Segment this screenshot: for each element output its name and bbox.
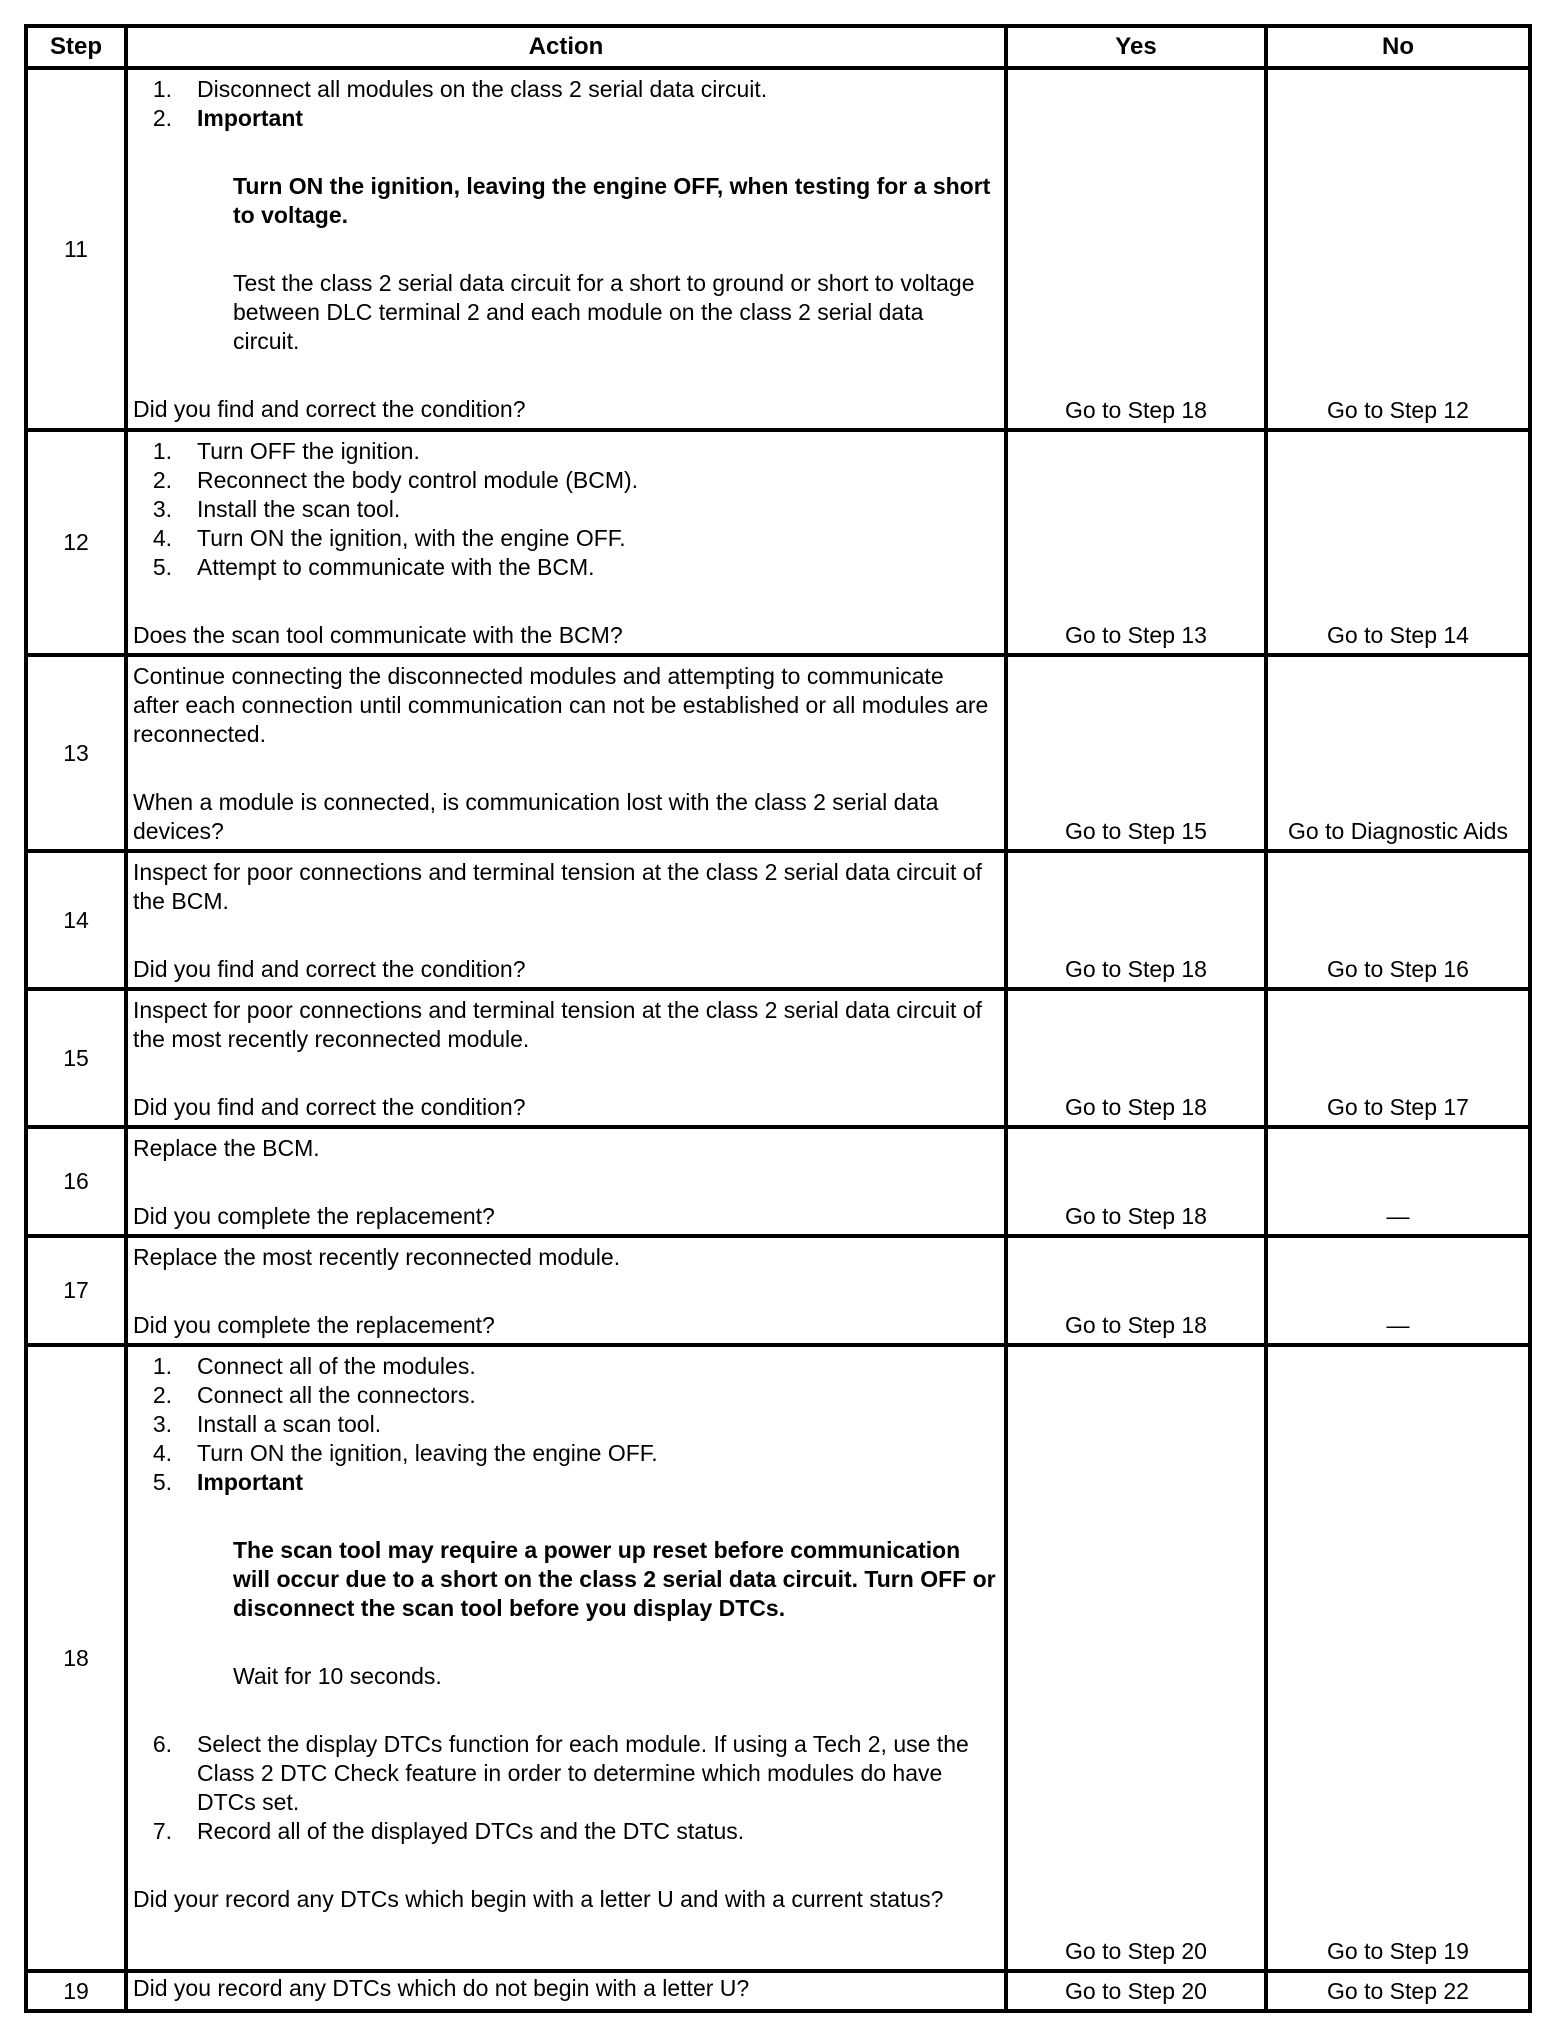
step-number: 15 <box>26 989 126 1127</box>
list-item: 1. Turn OFF the ignition. <box>152 438 420 464</box>
step-number: 13 <box>26 655 126 851</box>
header-yes: Yes <box>1006 26 1266 68</box>
no-result: Go to Step 14 <box>1266 430 1530 655</box>
action-cell <box>126 68 1006 430</box>
list-item: 5. Attempt to communicate with the BCM. <box>152 554 595 580</box>
step-number: 16 <box>26 1127 126 1236</box>
step-question: When a module is connected, is communication lost with the class 2 serial data devices? <box>133 789 939 844</box>
step-number: 14 <box>26 851 126 989</box>
important-label: Important <box>197 105 304 131</box>
list-item: 1. Connect all of the modules. <box>152 1353 476 1379</box>
table-row <box>26 989 1530 1127</box>
list-item: 3. Install a scan tool. <box>152 1411 382 1437</box>
action-cell <box>126 430 1006 655</box>
important-label: Important <box>197 1469 304 1495</box>
step-number: 19 <box>26 1971 126 2011</box>
diagnostic-steps-table <box>24 24 1532 2013</box>
table-row <box>26 655 1530 851</box>
no-result: Go to Step 19 <box>1266 1345 1530 1971</box>
no-result: Go to Step 16 <box>1266 851 1530 989</box>
step-number: 18 <box>26 1345 126 1971</box>
yes-result: Go to Step 18 <box>1006 68 1266 430</box>
step-question: Did you complete the replacement? <box>133 1312 495 1338</box>
list-item: 5. Important <box>133 1468 996 1497</box>
list-item: 2. Important <box>133 104 996 133</box>
diagnostic-table-page <box>24 24 1528 2013</box>
no-result: Go to Step 17 <box>1266 989 1530 1127</box>
table-row <box>26 1345 1530 1971</box>
step-question: Did you find and correct the condition? <box>133 396 526 422</box>
list-item: 4. Turn ON the ignition, with the engine OFF. <box>152 525 626 551</box>
step-instruction: Inspect for poor connections and terminal tension at the class 2 serial data circuit of the BCM. <box>133 859 982 914</box>
yes-result: Go to Step 18 <box>1006 989 1266 1127</box>
action-cell <box>126 1345 1006 1971</box>
list-item: 2. Connect all the connectors. <box>152 1382 476 1408</box>
action-cell <box>126 1127 1006 1236</box>
step-question: Did you complete the replacement? <box>133 1203 495 1229</box>
table-row <box>26 1971 1530 2011</box>
no-result: Go to Diagnostic Aids <box>1266 655 1530 851</box>
step-instruction: Replace the most recently reconnected module. <box>133 1244 621 1270</box>
action-cell <box>126 1971 1006 2011</box>
important-note: Turn ON the ignition, leaving the engine OFF, when testing for a short to voltage. <box>233 173 991 228</box>
step-detail: Wait for 10 seconds. <box>233 1663 442 1689</box>
step-question: Did your record any DTCs which begin with a letter U and with a current status? <box>133 1886 944 1912</box>
yes-result: Go to Step 18 <box>1006 1127 1266 1236</box>
step-instruction: Continue connecting the disconnected modules and attempting to communicate after each connection until communication can not be established or all modules are reconnected. <box>133 663 989 747</box>
action-cell <box>126 851 1006 989</box>
step-number: 11 <box>26 68 126 430</box>
table-row <box>26 851 1530 989</box>
header-step: Step <box>26 26 126 68</box>
yes-result: Go to Step 13 <box>1006 430 1266 655</box>
step-detail: Test the class 2 serial data circuit for a short to ground or short to voltage between DLC terminal 2 and each module on the class 2 serial data circuit. <box>233 270 975 354</box>
yes-result: Go to Step 18 <box>1006 1236 1266 1345</box>
list-item: 6. Select the display DTCs function for each module. If using a Tech 2, use the Class 2 DTC Check feature in order to determine which modules do have DTCs set. <box>152 1731 969 1815</box>
step-question: Did you find and correct the condition? <box>133 956 526 982</box>
header-row <box>26 26 1530 68</box>
yes-result: Go to Step 20 <box>1006 1345 1266 1971</box>
header-no: No <box>1266 26 1530 68</box>
action-cell <box>126 655 1006 851</box>
list-item: 3. Install the scan tool. <box>152 496 401 522</box>
step-number: 12 <box>26 430 126 655</box>
list-item: 4. Turn ON the ignition, leaving the engine OFF. <box>152 1440 658 1466</box>
no-result: Go to Step 22 <box>1266 1971 1530 2011</box>
step-instruction: Inspect for poor connections and terminal tension at the class 2 serial data circuit of the most recently reconnected module. <box>133 997 982 1052</box>
step-number: 17 <box>26 1236 126 1345</box>
step-question: Did you find and correct the condition? <box>133 1094 526 1120</box>
yes-result: Go to Step 18 <box>1006 851 1266 989</box>
list-item: 1. Disconnect all modules on the class 2 serial data circuit. <box>152 76 768 102</box>
list-item: 2. Reconnect the body control module (BCM). <box>152 467 639 493</box>
no-result: — <box>1266 1236 1530 1345</box>
yes-result: Go to Step 15 <box>1006 655 1266 851</box>
action-cell <box>126 1236 1006 1345</box>
step-instruction: Replace the BCM. <box>133 1135 320 1161</box>
list-item: 7. Record all of the displayed DTCs and the DTC status. <box>152 1818 745 1844</box>
step-question: Does the scan tool communicate with the BCM? <box>133 622 623 648</box>
table-row <box>26 68 1530 430</box>
action-cell <box>126 989 1006 1127</box>
step-question: Did you record any DTCs which do not begin with a letter U? <box>133 1975 750 2001</box>
header-action: Action <box>126 26 1006 68</box>
table-row <box>26 430 1530 655</box>
yes-result: Go to Step 20 <box>1006 1971 1266 2011</box>
important-note: The scan tool may require a power up reset before communication will occur due to a short on the class 2 serial data circuit. Turn OFF or disconnect the scan tool before you display DTCs. <box>233 1537 996 1621</box>
no-result: Go to Step 12 <box>1266 68 1530 430</box>
table-row <box>26 1127 1530 1236</box>
no-result: — <box>1266 1127 1530 1236</box>
table-row <box>26 1236 1530 1345</box>
